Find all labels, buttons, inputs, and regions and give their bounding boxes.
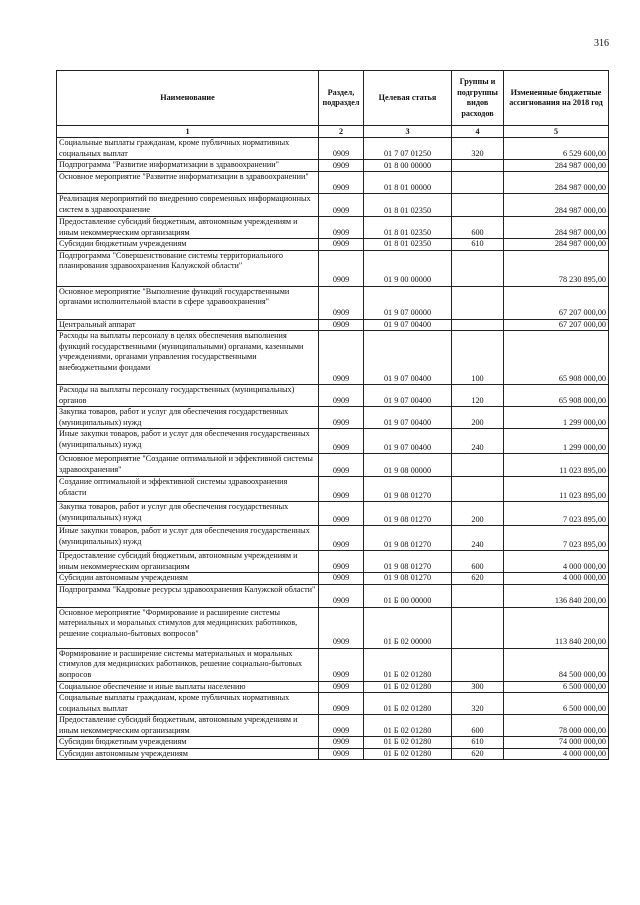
row-section: 0909 xyxy=(319,648,364,681)
row-target: 01 9 08 01270 xyxy=(364,502,452,526)
row-section: 0909 xyxy=(319,607,364,648)
row-amount: 65 908 000,00 xyxy=(504,331,609,385)
row-section: 0909 xyxy=(319,748,364,760)
row-section: 0909 xyxy=(319,250,364,286)
row-section: 0909 xyxy=(319,551,364,573)
row-amount: 84 500 000,00 xyxy=(504,648,609,681)
row-amount: 78 000 000,00 xyxy=(504,715,609,737)
row-group: 600 xyxy=(452,217,504,239)
row-amount: 4 000 000,00 xyxy=(504,573,609,585)
table-row xyxy=(57,551,609,573)
row-group: 300 xyxy=(452,681,504,693)
row-name: Предоставление субсидий бюджетным, автономным учреждениям и иным некоммерческим организациям xyxy=(57,715,319,737)
table-row xyxy=(57,454,609,477)
row-amount: 284 987 000,00 xyxy=(504,172,609,194)
row-section: 0909 xyxy=(319,319,364,331)
row-target: 01 9 07 00400 xyxy=(364,407,452,429)
header-groups: Группы и подгруппы видов расходов xyxy=(452,71,504,126)
row-section: 0909 xyxy=(319,138,364,160)
row-section: 0909 xyxy=(319,385,364,407)
table-row xyxy=(57,693,609,715)
col-number: 5 xyxy=(504,126,609,138)
row-target: 01 8 01 02350 xyxy=(364,217,452,239)
row-amount: 284 987 000,00 xyxy=(504,217,609,239)
row-target: 01 9 07 00400 xyxy=(364,385,452,407)
row-amount: 65 908 000,00 xyxy=(504,385,609,407)
row-name: Иные закупки товаров, работ и услуг для обеспечения государственных (муниципальных) нужд xyxy=(57,429,319,454)
row-group xyxy=(452,172,504,194)
row-target: 01 8 01 00000 xyxy=(364,172,452,194)
table-row xyxy=(57,737,609,749)
row-amount: 4 000 000,00 xyxy=(504,748,609,760)
column-number-row xyxy=(57,126,609,138)
row-target: 01 9 08 01270 xyxy=(364,551,452,573)
row-group xyxy=(452,477,504,502)
row-group xyxy=(452,319,504,331)
table-row xyxy=(57,681,609,693)
table-row xyxy=(57,607,609,648)
row-target: 01 8 00 00000 xyxy=(364,160,452,172)
row-name: Подпрограмма "Совершенствование системы территориального планирования здравоохранения Калужской области" xyxy=(57,250,319,286)
row-group xyxy=(452,160,504,172)
row-name: Формирование и расширение системы материальных и моральных стимулов для медицинских работников, решение социально-бытовых вопросов xyxy=(57,648,319,681)
page-number: 316 xyxy=(594,38,609,49)
table-row xyxy=(57,477,609,502)
row-amount: 113 840 200,00 xyxy=(504,607,609,648)
table-row xyxy=(57,429,609,454)
row-target: 01 Б 02 00000 xyxy=(364,607,452,648)
row-section: 0909 xyxy=(319,239,364,251)
budget-table xyxy=(56,70,609,760)
table-body xyxy=(57,138,609,760)
row-section: 0909 xyxy=(319,502,364,526)
header-amount: Измененные бюджетные ассигнования на 2018 год xyxy=(504,71,609,126)
row-name: Иные закупки товаров, работ и услуг для обеспечения государственных (муниципальных) нужд xyxy=(57,526,319,551)
row-amount: 6 500 000,00 xyxy=(504,693,609,715)
row-section: 0909 xyxy=(319,331,364,385)
row-name: Подпрограмма "Развитие информатизации в здравоохранении" xyxy=(57,160,319,172)
table-row xyxy=(57,217,609,239)
table-row xyxy=(57,331,609,385)
row-section: 0909 xyxy=(319,693,364,715)
row-target: 01 Б 02 01280 xyxy=(364,648,452,681)
row-amount: 11 023 895,00 xyxy=(504,477,609,502)
row-amount: 6 500 000,00 xyxy=(504,681,609,693)
row-group xyxy=(452,286,504,319)
row-target: 01 7 07 01250 xyxy=(364,138,452,160)
table-row xyxy=(57,172,609,194)
row-group xyxy=(452,250,504,286)
header-section: Раздел, подраздел xyxy=(319,71,364,126)
row-group xyxy=(452,194,504,217)
row-name: Субсидии автономным учреждениям xyxy=(57,748,319,760)
row-name: Социальные выплаты гражданам, кроме публичных нормативных социальных выплат xyxy=(57,138,319,160)
row-group: 600 xyxy=(452,715,504,737)
row-section: 0909 xyxy=(319,194,364,217)
row-section: 0909 xyxy=(319,573,364,585)
row-amount: 67 207 000,00 xyxy=(504,319,609,331)
col-number: 3 xyxy=(364,126,452,138)
row-amount: 6 529 600,00 xyxy=(504,138,609,160)
row-section: 0909 xyxy=(319,737,364,749)
table-row xyxy=(57,748,609,760)
row-group xyxy=(452,607,504,648)
row-group: 620 xyxy=(452,573,504,585)
row-section: 0909 xyxy=(319,526,364,551)
row-target: 01 Б 02 01280 xyxy=(364,737,452,749)
row-target: 01 9 07 00000 xyxy=(364,286,452,319)
row-name: Закупка товаров, работ и услуг для обеспечения государственных (муниципальных) нужд xyxy=(57,407,319,429)
row-amount: 284 987 000,00 xyxy=(504,194,609,217)
row-target: 01 9 07 00400 xyxy=(364,429,452,454)
row-amount: 78 230 895,00 xyxy=(504,250,609,286)
row-target: 01 9 08 01270 xyxy=(364,477,452,502)
row-target: 01 9 08 01270 xyxy=(364,526,452,551)
row-group: 610 xyxy=(452,737,504,749)
table-row xyxy=(57,319,609,331)
row-amount: 1 299 000,00 xyxy=(504,407,609,429)
row-name: Закупка товаров, работ и услуг для обеспечения государственных (муниципальных) нужд xyxy=(57,502,319,526)
row-target: 01 Б 02 01280 xyxy=(364,748,452,760)
row-amount: 7 023 895,00 xyxy=(504,502,609,526)
row-target: 01 Б 00 00000 xyxy=(364,584,452,607)
row-target: 01 8 01 02350 xyxy=(364,239,452,251)
row-amount: 7 023 895,00 xyxy=(504,526,609,551)
row-target: 01 Б 02 01280 xyxy=(364,715,452,737)
header-name: Наименование xyxy=(57,71,319,126)
row-name: Основное мероприятие "Выполнение функций государственными органами исполнительной власти в сфере здравоохранения" xyxy=(57,286,319,319)
row-name: Социальные выплаты гражданам, кроме публичных нормативных социальных выплат xyxy=(57,693,319,715)
table-row xyxy=(57,160,609,172)
row-name: Субсидии бюджетным учреждениям xyxy=(57,737,319,749)
row-target: 01 9 00 00000 xyxy=(364,250,452,286)
row-name: Предоставление субсидий бюджетным, автономным учреждениям и иным некоммерческим организациям xyxy=(57,551,319,573)
row-amount: 136 840 200,00 xyxy=(504,584,609,607)
row-section: 0909 xyxy=(319,172,364,194)
row-group: 120 xyxy=(452,385,504,407)
row-section: 0909 xyxy=(319,477,364,502)
row-group xyxy=(452,454,504,477)
row-group: 240 xyxy=(452,429,504,454)
row-target: 01 9 07 00400 xyxy=(364,331,452,385)
row-group: 620 xyxy=(452,748,504,760)
row-target: 01 9 08 00000 xyxy=(364,454,452,477)
row-section: 0909 xyxy=(319,429,364,454)
row-group: 200 xyxy=(452,407,504,429)
row-section: 0909 xyxy=(319,407,364,429)
row-target: 01 8 01 02350 xyxy=(364,194,452,217)
row-section: 0909 xyxy=(319,584,364,607)
table-row xyxy=(57,526,609,551)
row-target: 01 Б 02 01280 xyxy=(364,681,452,693)
row-name: Расходы на выплаты персоналу государственных (муниципальных) органов xyxy=(57,385,319,407)
table-row xyxy=(57,250,609,286)
table-row xyxy=(57,138,609,160)
row-group: 100 xyxy=(452,331,504,385)
row-section: 0909 xyxy=(319,454,364,477)
row-name: Основное мероприятие "Создание оптимальной и эффективной системы здравоохранения" xyxy=(57,454,319,477)
header-target: Целевая статья xyxy=(364,71,452,126)
table-row xyxy=(57,385,609,407)
table-row xyxy=(57,573,609,585)
row-group: 600 xyxy=(452,551,504,573)
table-row xyxy=(57,286,609,319)
col-number: 1 xyxy=(57,126,319,138)
table-row xyxy=(57,407,609,429)
row-group: 320 xyxy=(452,138,504,160)
row-section: 0909 xyxy=(319,286,364,319)
row-group: 320 xyxy=(452,693,504,715)
row-amount: 1 299 000,00 xyxy=(504,429,609,454)
header-row xyxy=(57,71,609,126)
table-row xyxy=(57,648,609,681)
row-target: 01 9 08 01270 xyxy=(364,573,452,585)
row-name: Основное мероприятие "Развитие информатизации в здравоохранении" xyxy=(57,172,319,194)
row-name: Субсидии автономным учреждениям xyxy=(57,573,319,585)
row-target: 01 9 07 00400 xyxy=(364,319,452,331)
row-amount: 4 000 000,00 xyxy=(504,551,609,573)
row-name: Предоставление субсидий бюджетным, автономным учреждениям и иным некоммерческим организациям xyxy=(57,217,319,239)
table-row xyxy=(57,239,609,251)
row-amount: 74 000 000,00 xyxy=(504,737,609,749)
row-group: 610 xyxy=(452,239,504,251)
row-name: Реализация мероприятий по внедрению современных информационных систем в здравоохранение xyxy=(57,194,319,217)
row-section: 0909 xyxy=(319,217,364,239)
row-amount: 67 207 000,00 xyxy=(504,286,609,319)
row-name: Центральный аппарат xyxy=(57,319,319,331)
table-row xyxy=(57,715,609,737)
table-row xyxy=(57,502,609,526)
row-section: 0909 xyxy=(319,715,364,737)
row-group xyxy=(452,584,504,607)
table-row xyxy=(57,584,609,607)
row-amount: 11 023 895,00 xyxy=(504,454,609,477)
row-name: Создание оптимальной и эффективной системы здравоохранения области xyxy=(57,477,319,502)
row-name: Социальное обеспечение и иные выплаты населению xyxy=(57,681,319,693)
row-name: Подпрограмма "Кадровые ресурсы здравоохранения Калужской области" xyxy=(57,584,319,607)
row-amount: 284 987 000,00 xyxy=(504,239,609,251)
row-section: 0909 xyxy=(319,681,364,693)
table-row xyxy=(57,194,609,217)
row-group: 200 xyxy=(452,502,504,526)
row-amount: 284 987 000,00 xyxy=(504,160,609,172)
row-name: Субсидии бюджетным учреждениям xyxy=(57,239,319,251)
col-number: 4 xyxy=(452,126,504,138)
row-group xyxy=(452,648,504,681)
row-name: Расходы на выплаты персоналу в целях обеспечения выполнения функций государственными (муниципальными) органами, казенными учреждениями, органами управления государственными внебюджетными фондами xyxy=(57,331,319,385)
col-number: 2 xyxy=(319,126,364,138)
row-group: 240 xyxy=(452,526,504,551)
row-target: 01 Б 02 01280 xyxy=(364,693,452,715)
row-name: Основное мероприятие "Формирование и расширение системы материальных и моральных стимулов для медицинских работников, решение социально-бытовых вопросов" xyxy=(57,607,319,648)
row-section: 0909 xyxy=(319,160,364,172)
